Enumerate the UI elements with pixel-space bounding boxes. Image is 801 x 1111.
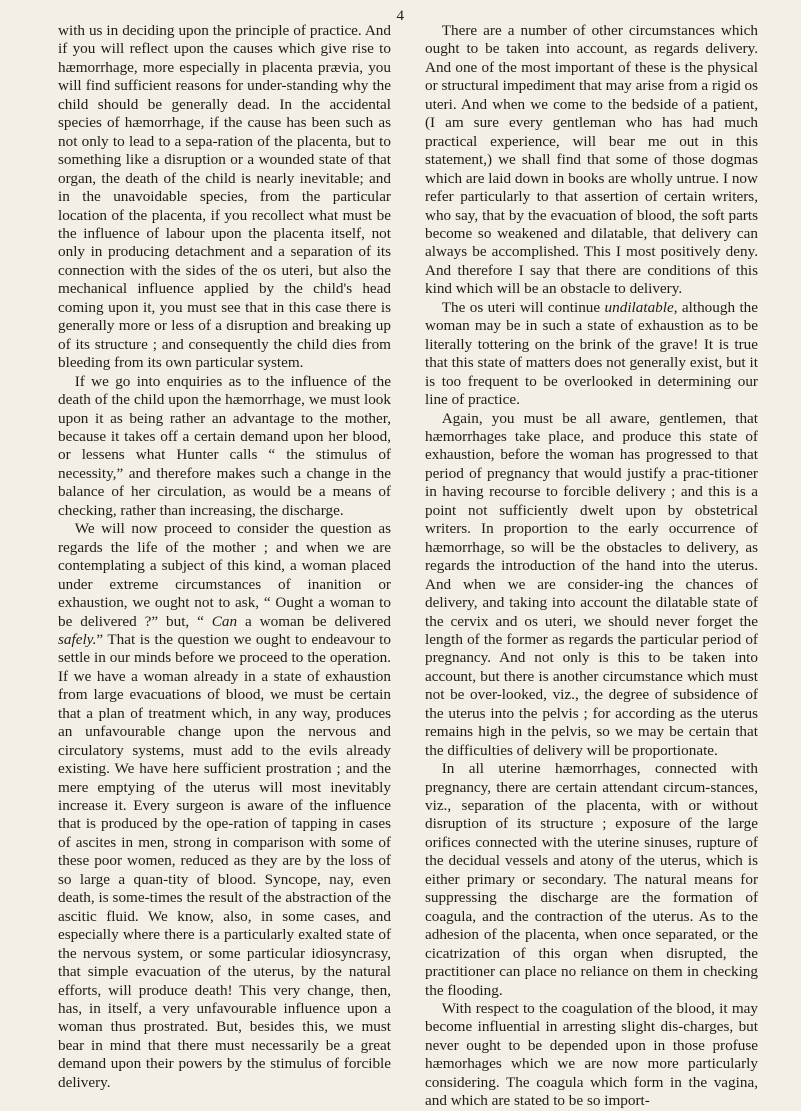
emphasized-text: Can	[211, 612, 238, 630]
emphasized-text: undilatable	[604, 298, 674, 316]
text-run: a woman be delivered	[237, 612, 391, 630]
paragraph	[425, 1000, 758, 1111]
paragraph	[58, 22, 391, 373]
text-run: If we go into enquiries as to the influence of the death of the child upon the hæmorrhage, we must look upon it as being rather an advantage to the mother, because it takes off a certain demand upon her blood, or lessens what Hunter calls “ the stimulus of necessity,” and therefore makes such a change in the balance of her circulation, as would be a means of checking, rather than increasing, the discharge.	[58, 372, 391, 519]
paragraph	[425, 410, 758, 761]
text-run: With respect to the coagulation of the blood, it may become influential in arresting slight dis-charges, but never ought to be depended upon in those profuse hæmorhages which we are now more particularly considering. The coagula which form in the vagina, and which are stated to be so import-	[425, 1000, 758, 1110]
text-run: Again, you must be all aware, gentlemen, that hæmorrhages take place, and produce this state of exhaustion, before the woman has progressed to that period of pregnancy that would justify a prac-titioner in having recourse to forcible delivery ; and this is a point not sufficiently dwelt upon by obstetrical writers. In proportion to the early occurrence of hæmorrhage, so will be the obstacles to delivery, as regards the introduction of the hand into the uterus. And when we are consider-ing the chances of delivery, and taking into account the dilatable state of the cervix and os uteri, we should never forget the length of the former as regards the particular period of pregnancy. And not only is this to be taken into account, but there is another circumstance which must not be over-looked, viz., the degree of subsidence of the uterus into the pelvis ; for according as the uterus remains high in the pelvis, so we may be certain that the difficulties of delivery will be proportionate.	[425, 409, 758, 759]
left-text-column	[58, 22, 391, 1092]
right-text-column	[425, 22, 758, 1111]
text-run: We will now proceed to consider the question as regards the life of the mother ; and when we are contemplating a subject of this kind, a woman placed under extreme circumstances of inanition or exhaustion, we ought not to ask, “ Ought a woman to be delivered ?” but, “	[58, 520, 391, 630]
paragraph	[425, 760, 758, 1000]
paragraph	[425, 22, 758, 299]
paragraph	[58, 373, 391, 521]
text-run: In all uterine hæmorrhages, connected with pregnancy, there are certain attendant circum-stances, viz., separation of the placenta, with or without disruption of its structure ; exposure of the large orifices connected with the uterine sinuses, rupture of the decidual vessels and atony of the uterus, which is either primary or secondary. The natural means for suppressing the discharge are the formation of coagula, and the contraction of the uterus. As to the adhesion of the placenta, when once separated, or the cicatrization of this organ when disrupted, the practitioner can place no reliance on them in checking the flooding.	[425, 760, 758, 999]
text-run: with us in deciding upon the principle of practice. And if you will reflect upon the causes which give rise to hæmorrhage, more especially in placenta prævia, you will find sufficient reasons for under-standing why the child should be generally dead. In the accidental species of hæmorrhage, if the cause has been such as not only to lead to a sepa-ration of the placenta, but to something like a disruption or a wounded state of that organ, the death of the child is nearly inevitable; and in the unavoidable species, from the particular location of the placenta, if you recollect what must be the influence of labour upon the placenta itself, not only in producing detachment and a separation of its connection with the sides of the os uteri, but also the mechanical influence applied by the child's head coming upon it, you must see that in this case there is generally more or less of a disruption and breaking up of its structure ; and consequently the child dies from bleeding from its own particular system.	[58, 22, 391, 372]
emphasized-text: safely.	[58, 630, 97, 648]
paragraph	[58, 520, 391, 1092]
paragraph	[425, 299, 758, 410]
text-run: There are a number of other circumstances which ought to be taken into account, as regards delivery. And one of the most important of these is the physical or structural impediment that may arise from a rigid os uteri. And when we come to the bedside of a patient, (I am sure every gentleman who has had much practical experience, will bear me out in this statement,) we shall find that some of those dogmas which are laid down in books are wholly untrue. I now refer particularly to that assertion of certain writers, who say, that by the evacuation of blood, the soft parts become so weakened and dilatable, that delivery can always be accomplished. This I most positively deny. And therefore I say that there are conditions of this kind which will be an obstacle to delivery.	[425, 22, 758, 298]
page-number: 4	[396, 8, 405, 24]
text-run: The os uteri will continue	[441, 298, 605, 316]
text-run: , although the woman may be in such a state of exhaustion as to be literally tottering on the brink of the grave! It is true that this state of matters does not generally exist, but it is too frequent to be overlooked in determining our line of practice.	[425, 298, 758, 409]
text-run: ” That is the question we ought to endeavour to settle in our minds before we proceed to the operation. If we have a woman already in a state of exhaustion from large evacuations of blood, we must be certain that a plan of treatment which, in any way, produces an unfavourable change upon the nervous and circulatory systems, must add to the evils already existing. We have here sufficient prostration ; and the mere emptying of the uterus will most inevitably increase it. Every surgeon is aware of the influence that is produced by the ope-ration of tapping in cases of ascites in men, strong in comparison with some of these poor women, reduced as they are by the loss of so large a quan-tity of blood. Syncope, nay, even death, is some-times the result of the abstraction of the ascitic fluid. We know, also, in some cases, and especially where there is a particularly exalted state of the nervous system, or some particular idiosyncrasy, that simple evacuation of the uterus, by the natural efforts, will produce death! This very change, then, has, in itself, a very unfavourable influence upon a woman thus prostrated. But, besides this, we must bear in mind that there must necessarily be a great demand upon their powers by the stimulus of forcible delivery.	[58, 630, 391, 1091]
